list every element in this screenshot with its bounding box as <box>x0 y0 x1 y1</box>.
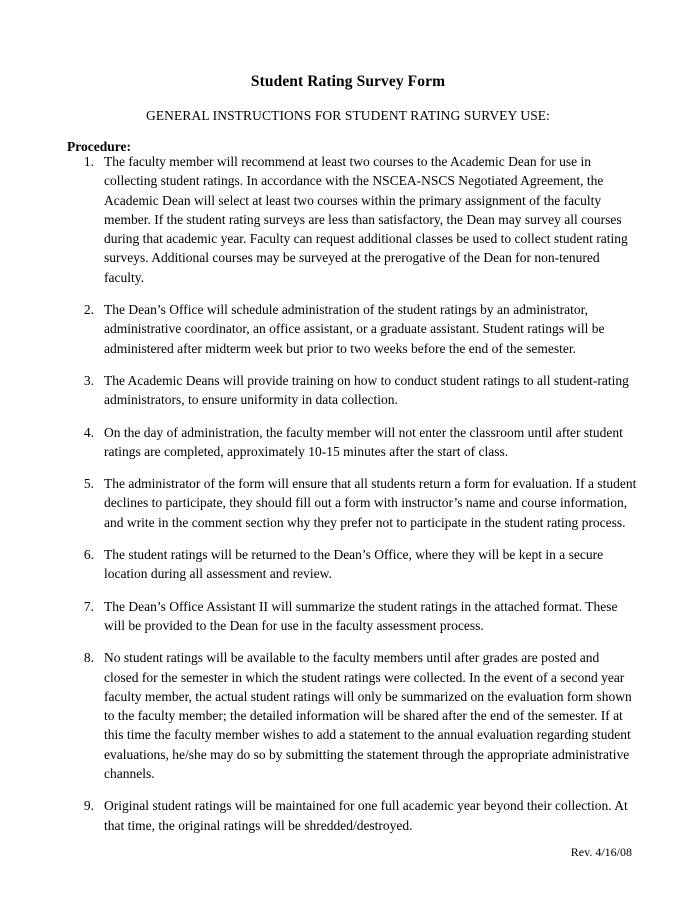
list-item <box>67 545 637 584</box>
list-item-number: 6. <box>83 547 94 563</box>
list-item <box>67 371 637 410</box>
list-item-text: The faculty member will recommend at least two courses to the Academic Dean for use in collecting student ratings. In accordance with the NSCEA-NSCS Negotiated Agreement, the Academic Dean will select at least two courses within the primary assignment of the faculty member. If the student rating surveys are less than satisfactory, the Dean may survey all courses during that academic year. Faculty can request additional classes be used to collect student rating surveys. Additional courses may be surveyed at the prerogative of the Dean for non-tenured faculty. <box>104 154 628 285</box>
list-item <box>67 648 637 783</box>
list-item-number: 9. <box>83 798 94 814</box>
list-item-number: 4. <box>83 424 94 440</box>
list-item <box>67 597 637 636</box>
section-heading-procedure: Procedure: <box>67 139 131 154</box>
document-subtitle: GENERAL INSTRUCTIONS FOR STUDENT RATING SURVEY USE: <box>145 108 551 123</box>
list-item <box>67 474 637 532</box>
list-item-text: The Academic Deans will provide training on how to conduct student ratings to all student-rating administrators, to ensure uniformity in data collection. <box>104 372 629 408</box>
procedure-list <box>67 152 637 835</box>
list-item <box>67 796 637 835</box>
list-item-number: 3. <box>83 372 94 388</box>
list-item-text: No student ratings will be available to the faculty members until after grades are posted and closed for the semester in which the student ratings were collected. In the event of a second year faculty member, the actual student ratings will only be summarized on the evaluation form shown to the faculty member; the detailed information will be shared after the end of the semester. If at this time the faculty member wishes to add a statement to the annual evaluation regarding student evaluations, he/she may do so by submitting the statement through the appropriate administrative channels. <box>104 650 632 782</box>
revision-footer: Rev. 4/16/08 <box>570 845 632 859</box>
list-item-text: The administrator of the form will ensure that all students return a form for evaluation. If a student declines to participate, they should fill out a form with instructor’s name and course information, and write in the comment section why they prefer not to participate in the student rating process. <box>104 476 637 530</box>
list-item-text: Original student ratings will be maintained for one full academic year beyond their collection. At that time, the original ratings will be shredded/destroyed. <box>104 798 628 833</box>
list-item-text: The student ratings will be returned to the Dean’s Office, where they will be kept in a secure location during all assessment and review. <box>104 547 604 582</box>
list-item-number: 5. <box>83 476 94 492</box>
list-item-number: 2. <box>83 302 94 318</box>
list-item-number: 7. <box>83 598 94 614</box>
list-item-text: On the day of administration, the faculty member will not enter the classroom until after student ratings are completed, approximately 10-15 minutes after the start of class. <box>104 424 623 459</box>
list-item-text: The Dean’s Office Assistant II will summarize the student ratings in the attached format. These will be provided to the Dean for use in the faculty assessment process. <box>104 598 618 633</box>
list-item <box>67 152 637 287</box>
list-item-number: 1. <box>83 154 94 169</box>
list-item <box>67 300 637 358</box>
list-item-text: The Dean’s Office will schedule administration of the student ratings by an administrator, administrative coordinator, an office assistant, or a graduate assistant. Student ratings will be administered after midterm week but prior to two weeks before the end of the semester. <box>104 302 605 356</box>
list-item-number: 8. <box>83 650 94 666</box>
list-item <box>67 423 637 462</box>
page-title: Student Rating Survey Form <box>250 73 446 90</box>
